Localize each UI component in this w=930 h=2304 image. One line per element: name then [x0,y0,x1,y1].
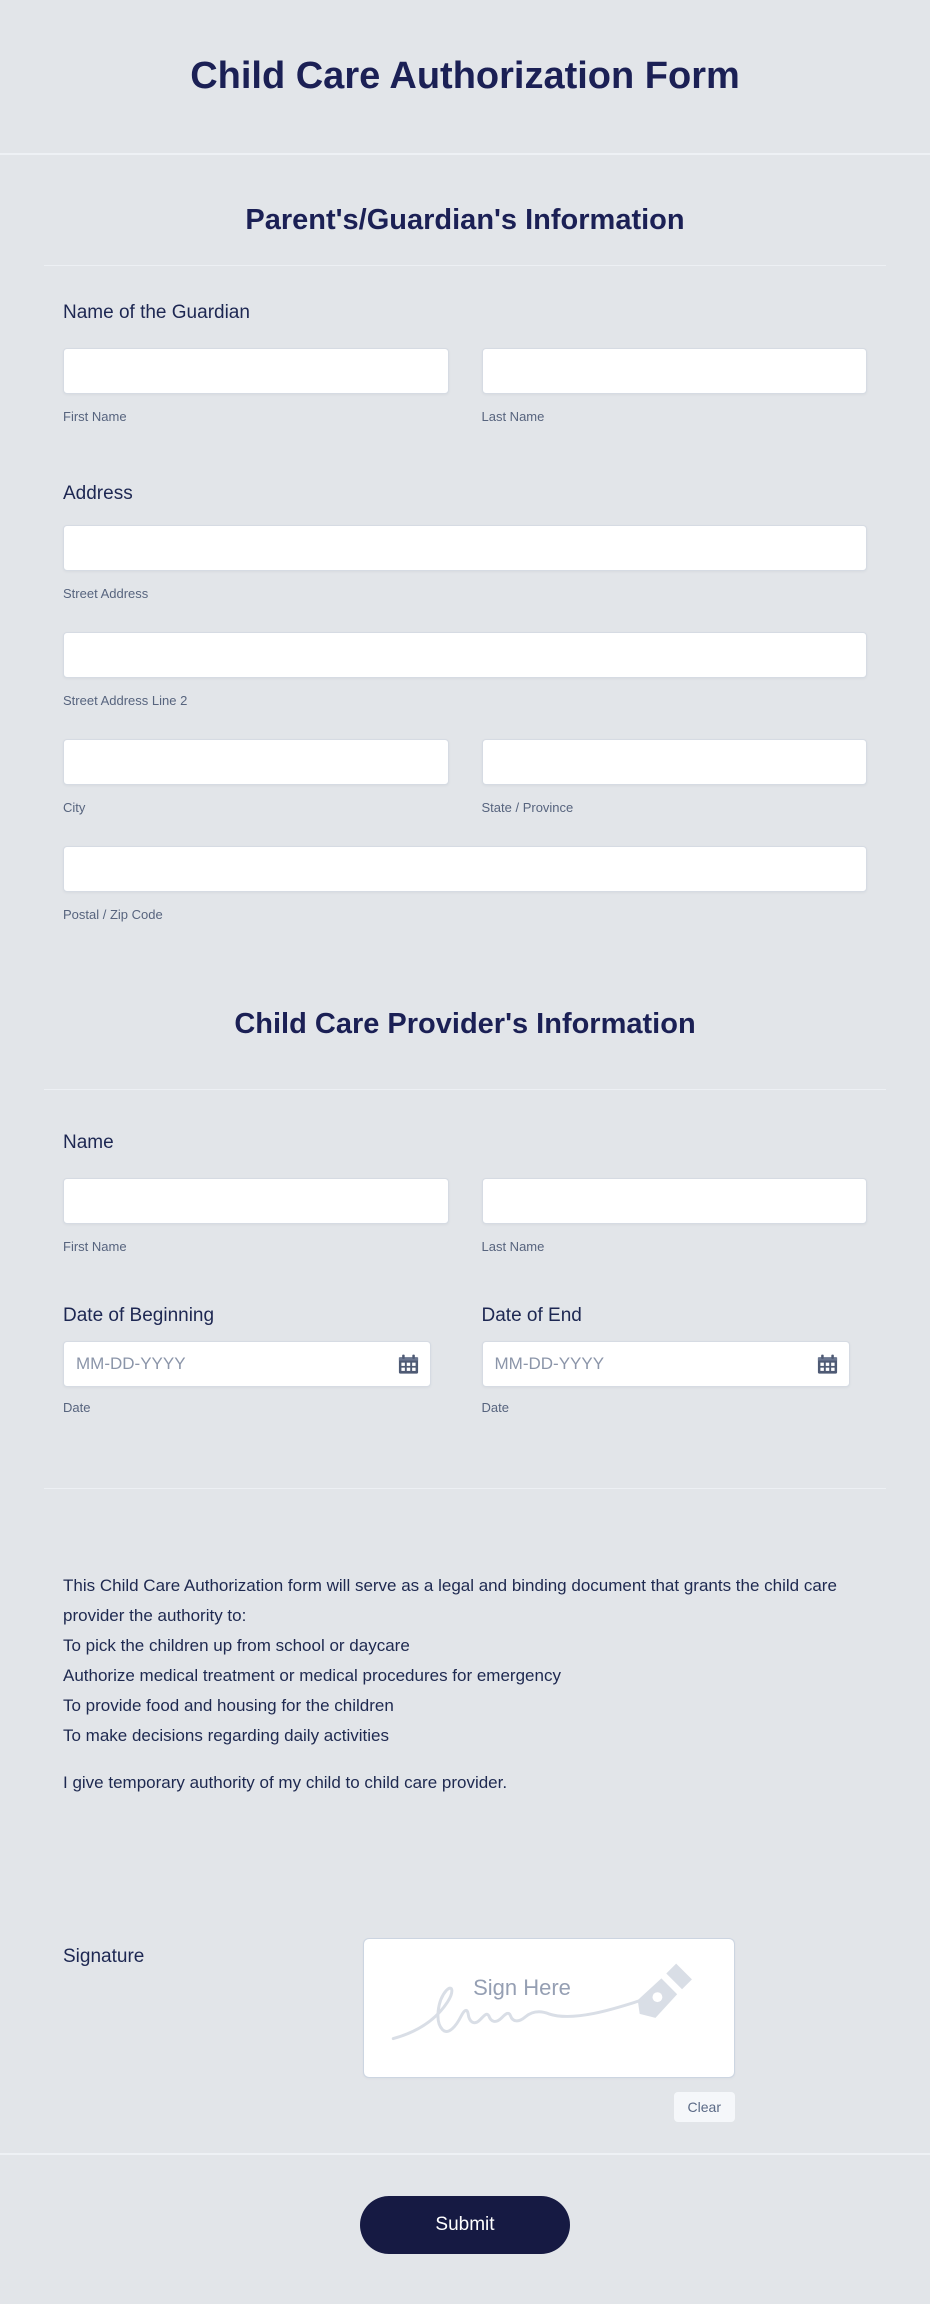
terms-item: To provide food and housing for the children [63,1696,394,1715]
dates-row [63,1305,867,1416]
street-address2-input[interactable] [63,632,867,678]
sign-here-label: Sign Here [473,1975,571,2000]
provider-name-label: Name [63,1132,114,1153]
terms-block [0,1571,930,1798]
city-input[interactable] [63,739,449,785]
provider-section-heading: Child Care Provider's Information [234,1008,696,1040]
street-address-sublabel: Street Address [63,586,149,601]
guardian-name-label: Name of the Guardian [63,302,250,323]
calendar-icon[interactable] [816,1353,839,1376]
date-beginning-label: Date of Beginning [63,1305,215,1326]
postal-sublabel: Postal / Zip Code [63,907,163,922]
address-label: Address [63,483,133,504]
guardian-first-name-sublabel: First Name [63,409,127,424]
parent-fields [0,266,930,923]
guardian-last-name-sublabel: Last Name [481,409,545,424]
provider-name-group [63,1132,867,1255]
date-end-sublabel: Date [481,1400,509,1415]
signature-section [0,1938,930,2122]
submit-button[interactable]: Submit [360,2196,570,2254]
section-divider [44,1488,886,1489]
state-sublabel: State / Province [481,800,574,815]
parent-section-heading: Parent's/Guardian's Information [245,204,685,236]
terms-item: To make decisions regarding daily activities [63,1726,389,1745]
guardian-last-name-input[interactable] [482,348,868,394]
date-beginning-input[interactable] [63,1341,431,1387]
date-beginning-group [63,1305,449,1416]
date-end-label: Date of End [481,1305,582,1326]
clear-button[interactable]: Clear [674,2092,735,2122]
terms-item: Authorize medical treatment or medical procedures for emergency [63,1666,561,1685]
provider-first-name-input[interactable] [63,1178,449,1224]
signature-label: Signature [63,1946,145,1967]
provider-last-name-input[interactable] [482,1178,868,1224]
street-address-input[interactable] [63,525,867,571]
date-beginning-sublabel: Date [63,1400,91,1415]
date-end-group [482,1305,868,1416]
signature-squiggle [364,1939,734,2077]
postal-input[interactable] [63,846,867,892]
page-title: Child Care Authorization Form [190,55,740,97]
guardian-name-group [63,302,867,425]
terms-intro: This Child Care Authorization form will serve as a legal and binding document that grants the child care provider the authority to: [63,1576,837,1625]
terms-acknowledgement: I give temporary authority of my child to child care provider. [63,1773,508,1792]
calendar-icon[interactable] [397,1353,420,1376]
date-end-input[interactable] [482,1341,850,1387]
provider-fields [0,1090,930,1416]
submit-section [0,2153,930,2304]
provider-first-name-sublabel: First Name [63,1239,127,1254]
address-group [63,483,867,923]
terms-item: To pick the children up from school or daycare [63,1636,410,1655]
provider-last-name-sublabel: Last Name [481,1239,545,1254]
city-sublabel: City [63,800,86,815]
form-header [0,0,930,155]
guardian-first-name-input[interactable] [63,348,449,394]
signature-pad[interactable] [363,1938,735,2078]
state-input[interactable] [482,739,868,785]
street-address2-sublabel: Street Address Line 2 [63,693,188,708]
